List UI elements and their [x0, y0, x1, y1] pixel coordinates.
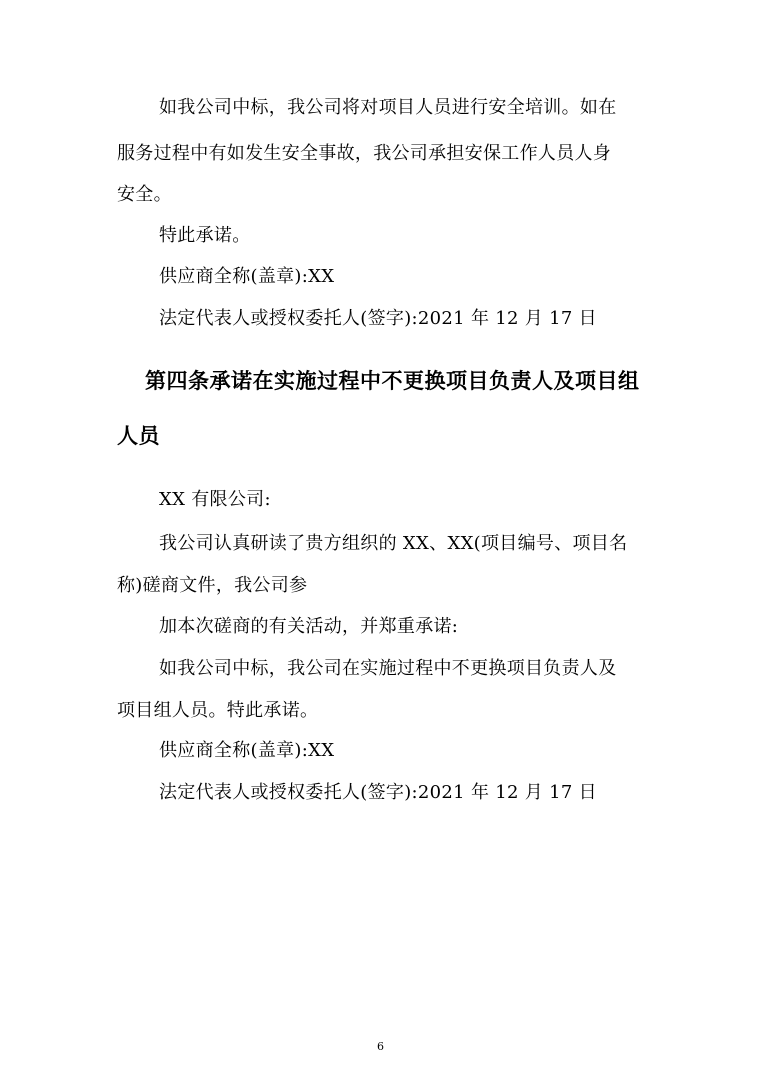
supplier-signature-line: 供应商全称(盖章):XX: [159, 740, 335, 761]
representative-signature-line: 法定代表人或授权委托人(签字):2021 年 12 月 17 日: [159, 308, 597, 329]
section-four-paragraph-line: 加本次磋商的有关活动，并郑重承诺:: [159, 616, 459, 637]
section-four-paragraph-line: 称)磋商文件，我公司参: [117, 575, 308, 596]
section-heading: 第四条承诺在实施过程中不更换项目负责人及项目组: [145, 368, 640, 393]
section-four-paragraph-line: 我公司认真研读了贵方组织的 XX、XX(项目编号、项目名: [159, 533, 628, 554]
section-four-paragraph-line: 项目组人员。特此承诺。: [117, 700, 319, 721]
section-heading-continued: 人员: [117, 423, 160, 448]
commitment-statement: 特此承诺。: [159, 225, 251, 246]
addressee-line: XX 有限公司:: [159, 489, 271, 510]
section-four-paragraph-line: 如我公司中标，我公司在实施过程中不更换项目负责人及: [159, 658, 617, 679]
section-three-paragraph-line: 安全。: [117, 184, 172, 205]
section-three-paragraph-line: 如我公司中标，我公司将对项目人员进行安全培训。如在: [159, 97, 617, 118]
section-three-paragraph-line: 服务过程中有如发生安全事故，我公司承担安保工作人员人身: [117, 143, 612, 164]
page-number: 6: [377, 1040, 384, 1053]
supplier-signature-line: 供应商全称(盖章):XX: [159, 266, 335, 287]
representative-signature-line: 法定代表人或授权委托人(签字):2021 年 12 月 17 日: [159, 782, 597, 803]
